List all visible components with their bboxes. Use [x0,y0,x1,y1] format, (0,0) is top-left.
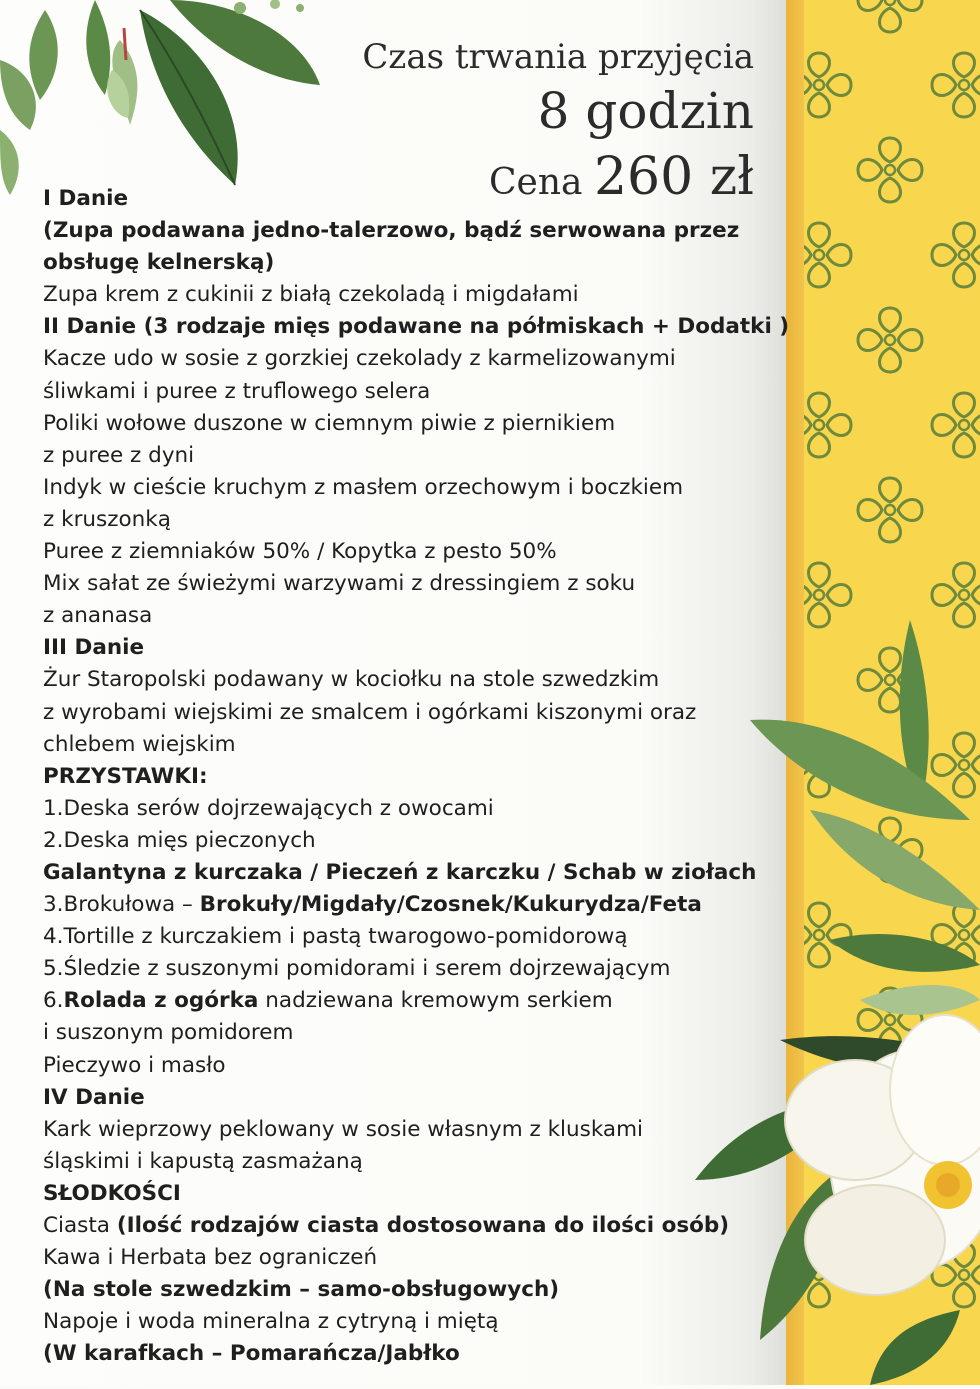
menu-text: Napoje i woda mineralna z cytryną i miętą [43,1309,499,1335]
menu-line [43,825,763,857]
menu-line [43,183,763,215]
menu-text: III Danie [43,635,145,661]
menu-line [43,761,763,793]
menu-line [43,1274,763,1306]
menu-text: 2.Deska mięs pieczonych [43,827,316,853]
menu-line [43,632,763,664]
menu-line [43,697,763,729]
menu-line [43,1306,763,1338]
menu-text: (W karafkach – Pomarańcza/Jabłko [43,1341,460,1367]
menu-text: 4.Tortille z kurczakiem i pastą twarogowo-pomidorową [43,924,628,950]
menu-text: Indyk w cieście kruchym z masłem orzechowym i boczkiem [43,474,684,500]
menu-text: I Danie [43,186,129,211]
menu-line [43,664,763,696]
menu-text: Pieczywo i masło [43,1052,226,1078]
menu-line [43,215,763,247]
menu-text: (Na stole szwedzkim – samo-obsługowych) [43,1277,560,1303]
menu-line [43,1017,763,1049]
menu-text: 3.Brokułowa – [43,892,200,918]
menu-text: Ciasta [43,1213,117,1238]
menu-text: obsługę kelnerską) [43,250,275,276]
menu-text: II Danie (3 rodzaje mięs podawane na półmiskach + Dodatki ) [43,314,790,340]
menu-line [43,857,763,889]
menu-line [43,343,763,375]
menu-text: nadziewana kremowym serkiem [258,988,613,1014]
menu-line [43,440,763,472]
menu-line [43,953,763,985]
quatrefoil-motif [804,223,851,287]
menu-line [43,247,763,279]
menu-text: Kawa i Herbata bez ograniczeń [43,1245,378,1271]
menu-text: 6. [43,988,64,1014]
menu-text: Mix sałat ze świeżymi warzywami z dressingiem z soku [43,571,636,597]
quatrefoil-motif [804,563,851,627]
menu-line [43,1050,763,1082]
quatrefoil-motif [858,308,922,372]
menu-line [43,1146,763,1178]
menu-text: 1.Deska serów dojrzewających z owocami [43,795,494,821]
quatrefoil-motif [804,53,851,117]
menu-line [43,889,763,921]
menu-text: Rolada z ogórka [63,988,259,1014]
quatrefoil-motif [858,478,922,542]
quatrefoil-motif [804,393,851,457]
menu-text: Zupa krem z cukinii z białą czekoladą i migdałami [43,282,579,308]
menu-line [43,793,763,825]
quatrefoil-motif [932,223,980,287]
menu-text: i suszonym pomidorem [43,1020,294,1046]
quatrefoil-motif [932,563,980,627]
menu-text: Kark wieprzowy peklowany w sosie własnym z kluskami [43,1116,644,1142]
menu-line [43,536,763,568]
menu-line [43,600,763,632]
menu-text: (Zupa podawana jedno-talerzowo, bądź serwowana przez [43,218,740,244]
menu-line [43,311,790,343]
menu-line [43,1178,763,1210]
menu-line [43,376,763,408]
menu-text: śliwkami i puree z truflowego selera [43,378,431,404]
menu-text: z puree z dyni [43,442,195,468]
menu-text: chlebem wiejskim [43,731,236,757]
menu-text: Galantyna z kurczaka / Pieczeń z karczku / Schab w ziołach [43,859,757,885]
menu-text: śląskimi i kapustą zasmażaną [43,1148,363,1174]
menu-text: z wyrobami wiejskimi ze smalcem i ogórkami kiszonymi oraz [43,699,697,725]
menu-line [43,1210,763,1242]
price-label: Cena [489,162,583,203]
menu-text: 5.Śledzie z suszonymi pomidorami i serem dojrzewającym [43,956,671,982]
duration-label: Czas trwania przyjęcia [362,37,754,77]
menu-line [43,921,763,953]
menu-text: Puree z ziemniaków 50% / Kopytka z pesto 50% [43,539,557,565]
menu-line [43,472,763,504]
menu-list [43,183,790,1370]
quatrefoil-motif [858,0,922,32]
menu-line [43,408,763,440]
menu-text: Poliki wołowe duszone w ciemnym piwie z piernikiem [43,410,616,436]
menu-text: z kruszonką [43,506,171,532]
menu-line [43,985,763,1017]
menu-line [43,279,763,311]
menu-text: PRZYSTAWKI: [43,763,208,789]
menu-text: SŁODKOŚCI [43,1180,181,1206]
quatrefoil-motif [858,138,922,202]
menu-text: IV Danie [43,1084,145,1110]
menu-text: Brokuły/Migdały/Czosnek/Kukurydza/Feta [199,892,702,918]
duration-value: 8 godzin [537,82,754,140]
menu-line [43,568,763,600]
menu-line [43,1082,763,1114]
menu-line [43,729,763,761]
menu-line [43,1242,763,1274]
quatrefoil-motif [932,53,980,117]
menu-text: Kacze udo w sosie z gorzkiej czekolady z karmelizowanymi [43,346,676,372]
menu-text: (Ilość rodzajów ciasta dostosowana do ilości osób) [116,1213,730,1238]
menu-line [43,504,763,536]
menu-line [43,1114,763,1146]
menu-text: Żur Staropolski podawany w kociołku na stole szwedzkim [43,667,660,693]
price-value: 260 zł [593,147,754,207]
quatrefoil-motif [932,393,980,457]
menu-text: z ananasa [43,603,153,629]
menu-line [43,1338,763,1370]
